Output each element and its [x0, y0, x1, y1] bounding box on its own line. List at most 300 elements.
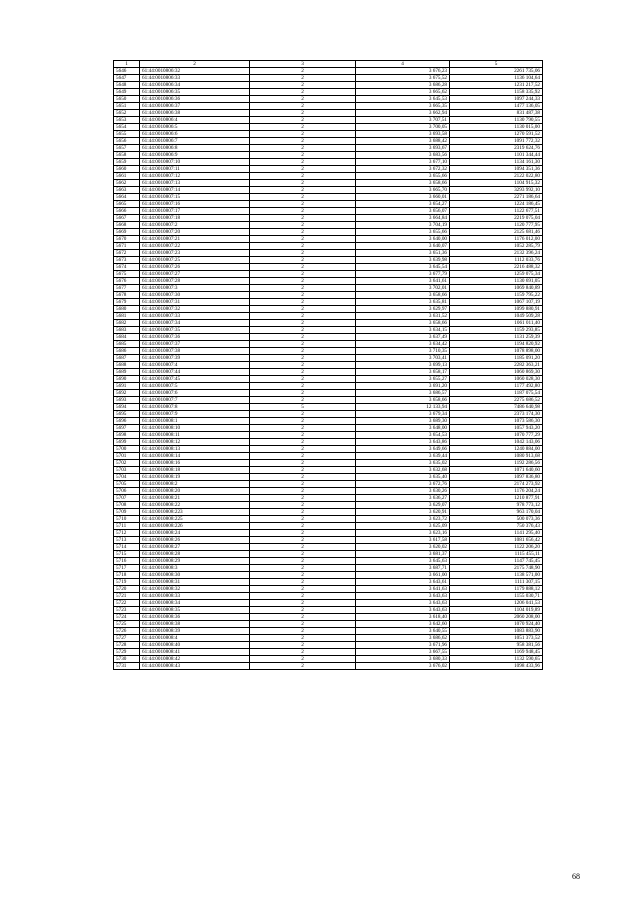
table-cell: 1136 104,64 [450, 75, 543, 82]
table-row [114, 271, 543, 278]
table-cell: 1078 898,00 [450, 348, 543, 355]
table-cell: 1224 186,45 [450, 201, 543, 208]
table-cell: 5705 [114, 481, 140, 488]
table-row [114, 572, 543, 579]
table-cell: 61:44:0010807:2 [140, 222, 250, 229]
table-row [114, 222, 543, 229]
table-cell: 5683 [114, 327, 140, 334]
table-cell: 1067 107,19 [450, 299, 543, 306]
table-cell: 2 [250, 418, 356, 425]
table-cell: 61:44:0010808:20 [140, 488, 250, 495]
table-cell: 5717 [114, 565, 140, 572]
table-cell: 5659 [114, 159, 140, 166]
table-cell: 5676 [114, 278, 140, 285]
table-cell: 61:44:0010807:22 [140, 243, 250, 250]
table-cell: 61:44:0010807:37 [140, 341, 250, 348]
table-cell: 1132 590,65 [450, 656, 543, 663]
table-cell: 5666 [114, 208, 140, 215]
table-cell: 5662 [114, 180, 140, 187]
table-cell: 61:44:0010808:35 [140, 607, 250, 614]
table-cell: 2 [250, 579, 356, 586]
table-cell: 3 648,00 [356, 425, 450, 432]
table-cell: 2 [250, 474, 356, 481]
table-cell: 5704 [114, 474, 140, 481]
table-cell: 61:44:0010807:28 [140, 278, 250, 285]
table-cell: 3 640,00 [356, 236, 450, 243]
table-cell: 2 [250, 628, 356, 635]
table-cell: 2 [250, 215, 356, 222]
table-cell: 5655 [114, 131, 140, 138]
table-cell: 5670 [114, 236, 140, 243]
table-cell: 2 [250, 390, 356, 397]
table-row [114, 453, 543, 460]
table-cell: 1057 943,20 [450, 425, 543, 432]
table-cell: 3 641,61 [356, 278, 450, 285]
table-cell: 61:44:0010808:2 [140, 481, 250, 488]
table-row [114, 614, 543, 621]
table-cell: 3 667,55 [356, 649, 450, 656]
table-cell: 3 658,66 [356, 180, 450, 187]
table-cell: 5668 [114, 222, 140, 229]
table-cell: 5710 [114, 516, 140, 523]
table-cell: 1094 351,36 [450, 166, 543, 173]
table-cell: 3 645,53 [356, 96, 450, 103]
table-cell: 1099 880,91 [450, 306, 543, 313]
table-cell: 5653 [114, 117, 140, 124]
table-cell: 5647 [114, 75, 140, 82]
table-row [114, 523, 543, 530]
table-cell: 3 655,27 [356, 376, 450, 383]
table-cell: 1138 571,00 [450, 572, 543, 579]
table-cell: 3 677,10 [356, 159, 450, 166]
table-row [114, 131, 543, 138]
table-cell: 2 [250, 432, 356, 439]
table-cell: 1259 075,34 [450, 271, 543, 278]
table-cell: 61:44:0010807:26 [140, 264, 250, 271]
table-cell: 1115 455,11 [450, 551, 543, 558]
table-cell: 3 656,07 [356, 208, 450, 215]
table-row [114, 341, 543, 348]
table-cell: 5731 [114, 663, 140, 670]
table-row [114, 495, 543, 502]
table-row [114, 516, 543, 523]
table-cell: 61:44:0010808:1 [140, 418, 250, 425]
header-cell-1: 1 [114, 61, 140, 68]
table-cell: 2 [250, 96, 356, 103]
table-cell: 2 [250, 495, 356, 502]
table-cell: 61:44:0010808:38 [140, 621, 250, 628]
table-cell: 61:44:0010808:39 [140, 628, 250, 635]
table-cell: 1477 136,05 [450, 103, 543, 110]
table-cell: 3 661,00 [356, 572, 450, 579]
table-cell: 2 [250, 572, 356, 579]
table-cell: 1052 285,79 [450, 243, 543, 250]
table-cell: 2 [250, 229, 356, 236]
table-cell: 750 376,43 [450, 523, 543, 530]
table-row [114, 663, 543, 670]
table-cell: 3 664,84 [356, 215, 450, 222]
table-row [114, 194, 543, 201]
table-cell: 1270 591,52 [450, 131, 543, 138]
table-body [114, 68, 543, 670]
table-cell: 5726 [114, 628, 140, 635]
table-cell: 2216 488,32 [450, 264, 543, 271]
table-cell: 61:44:0010806:5 [140, 124, 250, 131]
table-cell: 5675 [114, 271, 140, 278]
table-cell: 3 675,52 [356, 75, 450, 82]
table-cell: 3 681,37 [356, 551, 450, 558]
table-cell: 2275 686,52 [450, 397, 543, 404]
table-cell: 2 [250, 663, 356, 670]
table-cell: 3 702,01 [356, 285, 450, 292]
table-cell: 2 [250, 180, 356, 187]
table-cell: 2 [250, 194, 356, 201]
table-row [114, 467, 543, 474]
table-cell: 3 623,72 [356, 516, 450, 523]
table-cell: 3 655,66 [356, 229, 450, 236]
table-cell: 2 [250, 103, 356, 110]
table-cell: 5700 [114, 446, 140, 453]
table-cell: 5727 [114, 635, 140, 642]
table-row [114, 229, 543, 236]
table-cell: 61:44:0010807:15 [140, 194, 250, 201]
table-cell: 61:44:0010808:31 [140, 579, 250, 586]
table-cell: 2125 681,46 [450, 229, 543, 236]
table-cell: 2 [250, 411, 356, 418]
table-cell: 5716 [114, 558, 140, 565]
table-cell: 3 665,35 [356, 103, 450, 110]
table-cell: 3293 992,10 [450, 187, 543, 194]
table-cell: 5689 [114, 369, 140, 376]
table-cell: 3 687,71 [356, 565, 450, 572]
table-row [114, 75, 543, 82]
table-cell: 2 [250, 201, 356, 208]
table-row [114, 145, 543, 152]
table-cell: 61:44:0010807:31 [140, 299, 250, 306]
table-cell: 2 [250, 159, 356, 166]
table-cell: 5719 [114, 579, 140, 586]
table-cell: 1070 777,29 [450, 432, 543, 439]
table-cell: 2 [250, 537, 356, 544]
table-cell: 61:44:0010808:30 [140, 572, 250, 579]
table-cell: 2271 186,64 [450, 194, 543, 201]
header-cell-4: 4 [356, 61, 450, 68]
table-row [114, 656, 543, 663]
table-row [114, 411, 543, 418]
table-cell: 61:44:0010808:225 [140, 516, 250, 523]
table-cell: 5682 [114, 320, 140, 327]
table-cell: 5714 [114, 544, 140, 551]
table-cell: 5654 [114, 124, 140, 131]
table-cell: 1185 091,20 [450, 355, 543, 362]
table-cell: 2 [250, 642, 356, 649]
table-cell: 3 625,09 [356, 523, 450, 530]
table-cell: 3 658,66 [356, 320, 450, 327]
table-cell: 61:44:0010807:27 [140, 271, 250, 278]
table-cell: 61:44:0010808:10 [140, 425, 250, 432]
table-row [114, 369, 543, 376]
table-row [114, 558, 543, 565]
table-cell: 3 693,67 [356, 145, 450, 152]
table-cell: 5649 [114, 89, 140, 96]
table-cell: 1155 030,71 [450, 593, 543, 600]
table-cell: 3 703,41 [356, 355, 450, 362]
table-cell: 61:44:0010807:5 [140, 383, 250, 390]
table-cell: 61:44:0010808:36 [140, 614, 250, 621]
table-cell: 5696 [114, 418, 140, 425]
table-cell: 2 [250, 565, 356, 572]
table-cell: 3 704,19 [356, 222, 450, 229]
table-cell: 61:44:0010807:32 [140, 306, 250, 313]
table-cell: 61:44:0010807:23 [140, 250, 250, 257]
table-cell: 61:44:0010806:36 [140, 96, 250, 103]
table-cell: 1122 677,51 [450, 208, 543, 215]
table-row [114, 635, 543, 642]
table-cell: 1069 840,89 [450, 285, 543, 292]
table-cell: 2 [250, 614, 356, 621]
table-cell: 5725 [114, 621, 140, 628]
table-cell: 5674 [114, 264, 140, 271]
table-cell: 5677 [114, 285, 140, 292]
table-cell: 61:44:0010807:7 [140, 397, 250, 404]
table-cell: 5671 [114, 243, 140, 250]
table-cell: 3 642,60 [356, 621, 450, 628]
table-cell: 61:44:0010807:12 [140, 173, 250, 180]
table-row [114, 348, 543, 355]
table-row [114, 166, 543, 173]
table-cell: 2 [250, 558, 356, 565]
header-row [114, 61, 543, 68]
table-cell: 958 381,56 [450, 642, 543, 649]
table-cell: 2132 396,24 [450, 250, 543, 257]
table-cell: 3 643,63 [356, 600, 450, 607]
table-cell: 5680 [114, 306, 140, 313]
table-row [114, 264, 543, 271]
table-cell: 1098 433,96 [450, 663, 543, 670]
table-cell: 3 640,07 [356, 243, 450, 250]
table-cell: 3 640,55 [356, 628, 450, 635]
table-cell: 2 [250, 320, 356, 327]
table-cell: 3 645,63 [356, 558, 450, 565]
table-cell: 5703 [114, 467, 140, 474]
table-cell: 61:44:0010808:14 [140, 453, 250, 460]
table-cell: 3 700,05 [356, 124, 450, 131]
table-cell: 5667 [114, 215, 140, 222]
table-cell: 3 686,62 [356, 635, 450, 642]
table-row [114, 439, 543, 446]
table-cell: 2 [250, 453, 356, 460]
table-cell: 5711 [114, 523, 140, 530]
table-cell: 61:44:0010808:42 [140, 656, 250, 663]
table-cell: 2 [250, 138, 356, 145]
table-row [114, 404, 543, 411]
table-cell: 3 643,61 [356, 579, 450, 586]
table-cell: 1042 143,06 [450, 439, 543, 446]
table-cell: 2 [250, 488, 356, 495]
table-cell: 1081 656,42 [450, 537, 543, 544]
table-cell: 61:44:0010808:11 [140, 432, 250, 439]
table-cell: 2060 208,00 [450, 614, 543, 621]
table-cell: 5698 [114, 432, 140, 439]
table-cell: 5713 [114, 537, 140, 544]
table-cell: 2219 075,04 [450, 215, 543, 222]
table-cell: 2 [250, 257, 356, 264]
table-cell: 3 632,68 [356, 467, 450, 474]
table-row [114, 565, 543, 572]
table-row [114, 208, 543, 215]
table-cell: 2 [250, 187, 356, 194]
table-cell: 1240 884,00 [450, 446, 543, 453]
table-cell: 2 [250, 376, 356, 383]
table-cell: 5646 [114, 68, 140, 75]
table-cell: 2 [250, 299, 356, 306]
table-cell: 5684 [114, 334, 140, 341]
table-cell: 3 677,79 [356, 271, 450, 278]
table-row [114, 600, 543, 607]
table-cell: 61:44:0010808:29 [140, 558, 250, 565]
table-cell: 1104 915,32 [450, 180, 543, 187]
table-cell: 5652 [114, 110, 140, 117]
table-row [114, 250, 543, 257]
table-cell: 3 643,63 [356, 593, 450, 600]
table-cell: 1134 161,30 [450, 159, 543, 166]
table-row [114, 306, 543, 313]
table-cell: 2 [250, 348, 356, 355]
table-cell: 2 [250, 327, 356, 334]
table-cell: 1210 877,91 [450, 495, 543, 502]
table-cell: 1179 888,12 [450, 586, 543, 593]
table-cell: 61:44:0010808:26 [140, 537, 250, 544]
table-cell: 61:44:0010807:18 [140, 215, 250, 222]
table-cell: 2 [250, 313, 356, 320]
table-cell: 1141 295,40 [450, 530, 543, 537]
table-cell: 5699 [114, 439, 140, 446]
table-cell: 3 639,44 [356, 453, 450, 460]
table-cell: 5673 [114, 257, 140, 264]
table-cell: 2 [250, 117, 356, 124]
table-cell: 2 [250, 544, 356, 551]
table-cell: 1060 869,30 [450, 369, 543, 376]
table-row [114, 621, 543, 628]
table-cell: 5692 [114, 390, 140, 397]
table-cell: 1073 586,30 [450, 418, 543, 425]
table-row [114, 544, 543, 551]
table-cell: 5656 [114, 138, 140, 145]
table-cell: 2282 363,21 [450, 362, 543, 369]
table-cell: 5679 [114, 299, 140, 306]
table-cell: 2 [250, 145, 356, 152]
table-cell: 2 [250, 397, 356, 404]
table-row [114, 642, 543, 649]
table-cell: 1131 259,39 [450, 334, 543, 341]
table-cell: 3 645,54 [356, 264, 450, 271]
table-header [114, 61, 543, 68]
table-cell: 61:44:0010806:34 [140, 82, 250, 89]
table-cell: 5715 [114, 551, 140, 558]
table-cell: 5701 [114, 453, 140, 460]
table-row [114, 103, 543, 110]
table-cell: 5687 [114, 355, 140, 362]
table-cell: 2 [250, 551, 356, 558]
table-cell: 1194 820,92 [450, 341, 543, 348]
table-cell: 1206 041,53 [450, 600, 543, 607]
table-cell: 2 [250, 516, 356, 523]
table-cell: 1231 217,52 [450, 82, 543, 89]
table-cell: 61:44:0010807:25 [140, 257, 250, 264]
table-cell: 2261 735,06 [450, 68, 543, 75]
table-cell: 61:44:0010808:226 [140, 523, 250, 530]
table-cell: 2 [250, 75, 356, 82]
table-row [114, 173, 543, 180]
table-cell: 1080 913,68 [450, 453, 543, 460]
table-cell: 2 [250, 362, 356, 369]
table-cell: 3 699,13 [356, 362, 450, 369]
table-cell: 5657 [114, 145, 140, 152]
table-cell: 2 [250, 355, 356, 362]
table-cell: 5650 [114, 96, 140, 103]
table-cell: 978 773,12 [450, 502, 543, 509]
table-cell: 61:44:0010806:35 [140, 89, 250, 96]
table-cell: 2 [250, 656, 356, 663]
table-cell: 61:44:0010808:40 [140, 642, 250, 649]
table-cell: 3 631,52 [356, 313, 450, 320]
table-cell: 2 [250, 530, 356, 537]
table-cell: 2 [250, 131, 356, 138]
table-row [114, 89, 543, 96]
table-cell: 1176 012,00 [450, 236, 543, 243]
table-row [114, 215, 543, 222]
table-cell: 3 676,23 [356, 68, 450, 75]
table-cell: 3 707,51 [356, 117, 450, 124]
table-cell: 3 679,34 [356, 411, 450, 418]
table-cell: 3 688,42 [356, 138, 450, 145]
table-cell: 61:44:0010807:13 [140, 180, 250, 187]
table-cell: 2 [250, 334, 356, 341]
table-cell: 61:44:0010806:9 [140, 152, 250, 159]
table-cell: 1083 883,90 [450, 628, 543, 635]
table-row [114, 607, 543, 614]
table-row [114, 460, 543, 467]
table-cell: 3 654,53 [356, 432, 450, 439]
table-cell: 61:44:0010807:34 [140, 320, 250, 327]
table-row [114, 320, 543, 327]
table-cell: 2 [250, 173, 356, 180]
table-cell: 1097 244,33 [450, 96, 543, 103]
table-cell: 1147 745,45 [450, 558, 543, 565]
table-cell: 61:44:0010808:18 [140, 467, 250, 474]
table-cell: 5663 [114, 187, 140, 194]
data-table [113, 60, 543, 670]
table-cell: 3 662,94 [356, 110, 450, 117]
table-cell: 2 [250, 271, 356, 278]
table-cell: 1112 033,76 [450, 257, 543, 264]
table-row [114, 138, 543, 145]
table-cell: 61:44:0010807:30 [140, 292, 250, 299]
table-cell: 2174 273,92 [450, 481, 543, 488]
table-cell: 61:44:0010806:4 [140, 117, 250, 124]
table-row [114, 243, 543, 250]
table-cell: 61:44:0010806:33 [140, 75, 250, 82]
table-cell: 61:44:0010808:13 [140, 446, 250, 453]
table-row [114, 593, 543, 600]
header-cell-5: 5 [450, 61, 543, 68]
table-cell: 61:44:0010808:32 [140, 586, 250, 593]
table-cell: 61:44:0010807:6 [140, 390, 250, 397]
table-row [114, 124, 543, 131]
table-cell: 5728 [114, 642, 140, 649]
table-row [114, 397, 543, 404]
table-cell: 5691 [114, 383, 140, 390]
